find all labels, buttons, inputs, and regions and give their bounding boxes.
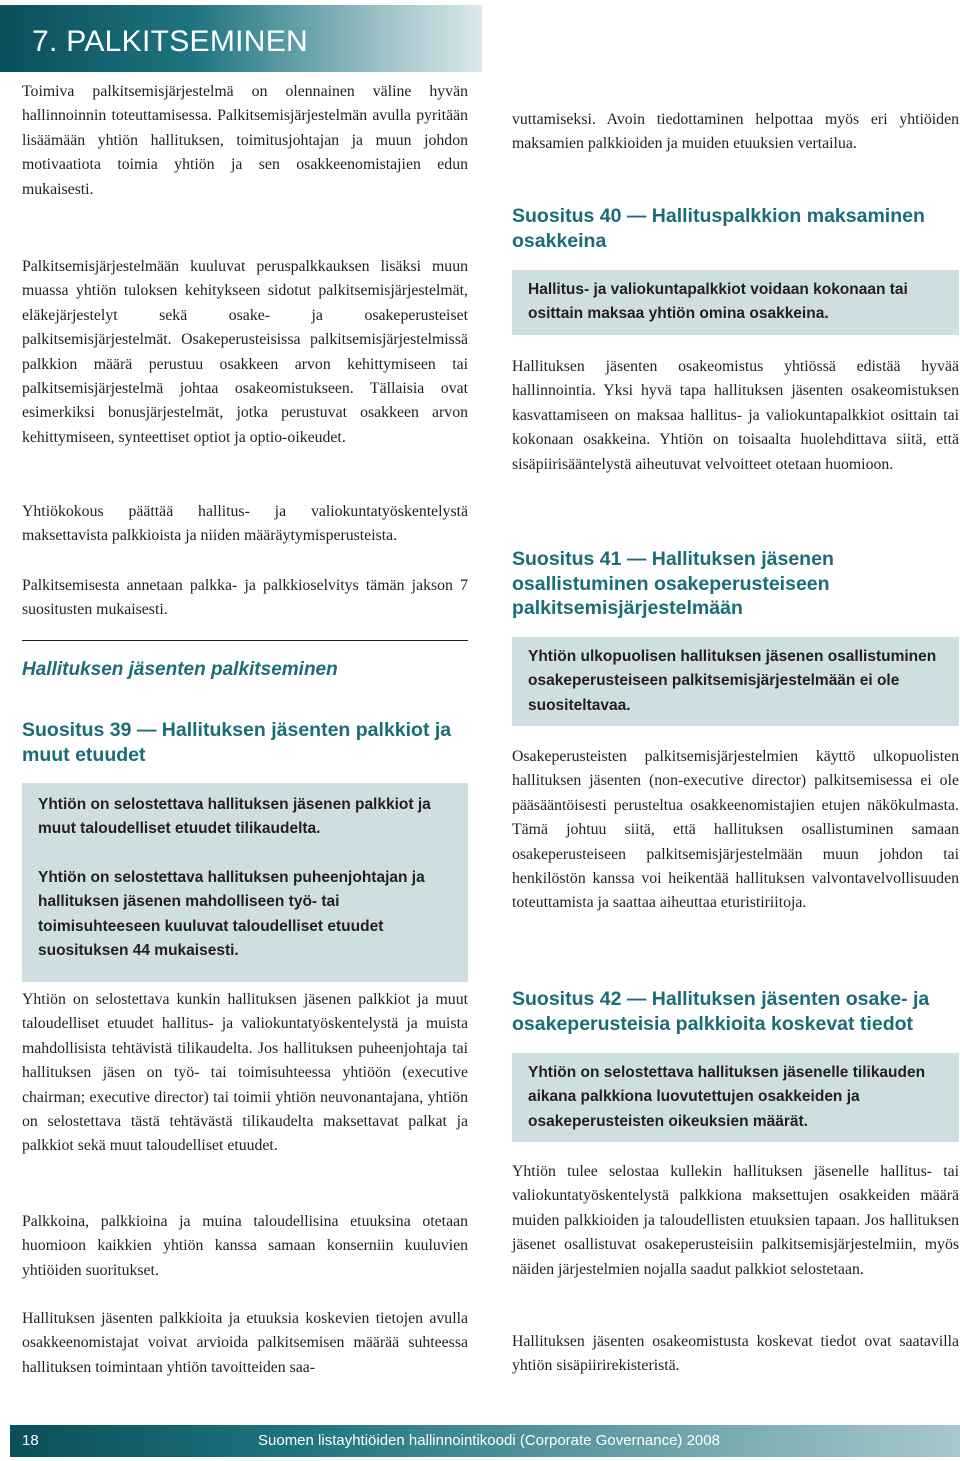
footer-publication-title: Suomen listayhtiöiden hallinnointikoodi (Corporate Governance) 2008 — [258, 1432, 720, 1449]
recommendation-42-text: Yhtiön on selostettava hallituksen jäsenelle tilikauden aikana palkkiona luovutettujen osakkeiden ja osakeperusteisten oikeuksien määrät. — [528, 1064, 926, 1130]
left-paragraph-1: Toimiva palkitsemisjärjestelmä on olennainen väline hyvän hallinnoinnin toteuttamisessa. Palkitsemisjärjestelmän avulla pyritään lisäämään yhtiön hallituksen, toimitusjohtajan ja muun johdon motivaatiota toimia yhtiön ja sen osakkeenomistajien edun mukaisesti. — [22, 83, 468, 198]
recommendation-40-title: Suositus 40 — Hallituspalkkion maksaminen osakkeina — [512, 205, 925, 252]
page-footer — [0, 1419, 960, 1461]
recommendation-42-title: Suositus 42 — Hallituksen jäsenten osake- ja osakeperusteisia palkkioita koskevat tiedot — [512, 988, 930, 1035]
right-paragraph-4: Yhtiön tulee selostaa kullekin hallituksen jäsenelle hallitus- tai valiokuntatyöskentelystä palkkiona maksettujen osakkeiden määrä muiden palkkioiden ja taloudellisten etuuksien tapaan. Jos hallituksen jäsenet osallistuvat osakeperusteisiin palkitsemisjärjestelmiin, myös näiden järjestelmien nojalla saadut palkkiot selostetaan. — [512, 1163, 959, 1278]
left-paragraph-3: Yhtiökokous päättää hallitus- ja valiokuntatyöskentelystä maksettavista palkkioista ja niiden määräytymisperusteista. — [22, 503, 468, 545]
recommendation-41-title: Suositus 41 — Hallituksen jäsenen osallistuminen osakeperusteiseen palkitsemisjärjestelmään — [512, 548, 834, 619]
section-heading: Hallituksen jäsenten palkitseminen — [22, 659, 338, 680]
chapter-header-band — [0, 5, 482, 72]
left-paragraph-6: Palkkoina, palkkioina ja muina taloudellisina etuuksina otetaan huomioon kaikkien yhtiön kanssa samaan konserniin kuuluvien yhtiöiden suoritukset. — [22, 1213, 468, 1279]
recommendation-42-box — [512, 1053, 959, 1142]
recommendation-39-text-2: Yhtiön on selostettava hallituksen puheenjohtajan ja hallituksen jäsenen mahdolliseen työ- tai toimisuhteeseen kuuluvat taloudelliset etuudet suosituksen 44 mukaisesti. — [38, 868, 425, 960]
left-paragraph-4: Palkitsemisesta annetaan palkka- ja palkkioselvitys tämän jakson 7 suositusten mukaisesti. — [22, 577, 468, 619]
right-paragraph-2: Hallituksen jäsenten osakeomistus yhtiössä edistää hyvää hallinnointia. Yksi hyvä tapa hallituksen jäsenten osakeomistuksen kasvattamiseen on maksaa hallitus- ja valiokuntapalkkiot osittain tai kokonaan osakkeina. Yhtiön on toisaalta huolehdittava siitä, että sisäpiirisääntelystä aiheutuvat velvoitteet otetaan huomioon. — [512, 358, 959, 473]
right-paragraph-1: vuttamiseksi. Avoin tiedottaminen helpottaa myös eri yhtiöiden maksamien palkkioiden ja muiden etuuksien vertailua. — [512, 111, 959, 153]
chapter-title: 7. PALKITSEMINEN — [32, 25, 308, 58]
recommendation-39-box — [22, 783, 468, 982]
section-divider — [22, 640, 468, 641]
recommendation-41-box — [512, 637, 959, 726]
recommendation-41-text: Yhtiön ulkopuolisen hallituksen jäsenen osallistuminen osakeperusteiseen palkitsemisjärjestelmään ei ole suositeltavaa. — [528, 648, 937, 714]
left-paragraph-2: Palkitsemisjärjestelmään kuuluvat peruspalkkauksen lisäksi muun muassa yhtiön tuloksen kehitykseen sidotut palkitsemisjärjestelmät, eläkejärjestelyt sekä osake- ja osakeperusteiset palkitsemisjärjestelmät. Osakeperusteisissa palkitsemisjärjestelmissä palkkion määrä perustuu osakkeen arvon kehittymiseen tai palkitsemisjärjestelmä johtaa osakeomistukseen. Tällaisia ovat esimerkiksi bonusjärjestelmät, jotka perustuvat osakkeen arvon kehittymiseen, synteettiset optiot ja optio-oikeudet. — [22, 258, 468, 446]
right-paragraph-5: Hallituksen jäsenten osakeomistusta koskevat tiedot ovat saatavilla yhtiön sisäpiirirekisteristä. — [512, 1333, 959, 1375]
recommendation-40-box — [512, 270, 959, 335]
recommendation-40-text: Hallitus- ja valiokuntapalkkiot voidaan kokonaan tai osittain maksaa yhtiön omina osakkeina. — [528, 281, 908, 323]
right-paragraph-3: Osakeperusteisten palkitsemisjärjestelmien käyttö ulkopuolisten hallituksen jäsenten (non-executive director) palkitsemisessa ei ole pääsääntöisesti perusteltua osakkeenomistajien etujen näkökulmasta. Tämä johtuu siitä, että hallituksen osallistuminen samaan osakeperusteiseen palkitsemisjärjestelmään muun johdon tai henkilöstön kanssa voi heikentää hallituksen valvontavelvollisuuden toteuttamista ja saattaa aiheuttaa eturistiriitoja. — [512, 748, 959, 912]
left-paragraph-5: Yhtiön on selostettava kunkin hallituksen jäsenen palkkiot ja muut taloudelliset etuudet hallitus- ja valiokuntatyöskentelystä ja muista mahdollisista tehtävistä tilikaudelta. Jos hallituksen puheenjohtaja tai hallituksen jäsen on työ- tai toimisuhteessa yhtiöön (executive chairman; executive director) tai toimii yhtiön neuvonantajana, yhtiön on selostettava tästä tehtävästä tilikaudelta maksettavat palkat ja palkkiot sekä muut taloudelliset etuudet. — [22, 991, 468, 1155]
recommendation-39-title: Suositus 39 — Hallituksen jäsenten palkkiot ja muut etuudet — [22, 719, 452, 766]
page-number: 18 — [22, 1432, 39, 1449]
left-paragraph-7: Hallituksen jäsenten palkkioita ja etuuksia koskevien tietojen avulla osakkeenomistajat voivat arvioida palkitsemisen määrää suhteessa hallituksen toimintaan yhtiön tavoitteiden saa- — [22, 1310, 468, 1376]
recommendation-39-text-1: Yhtiön on selostettava hallituksen jäsenen palkkiot ja muut taloudelliset etuudet tilikaudelta. — [38, 796, 431, 838]
